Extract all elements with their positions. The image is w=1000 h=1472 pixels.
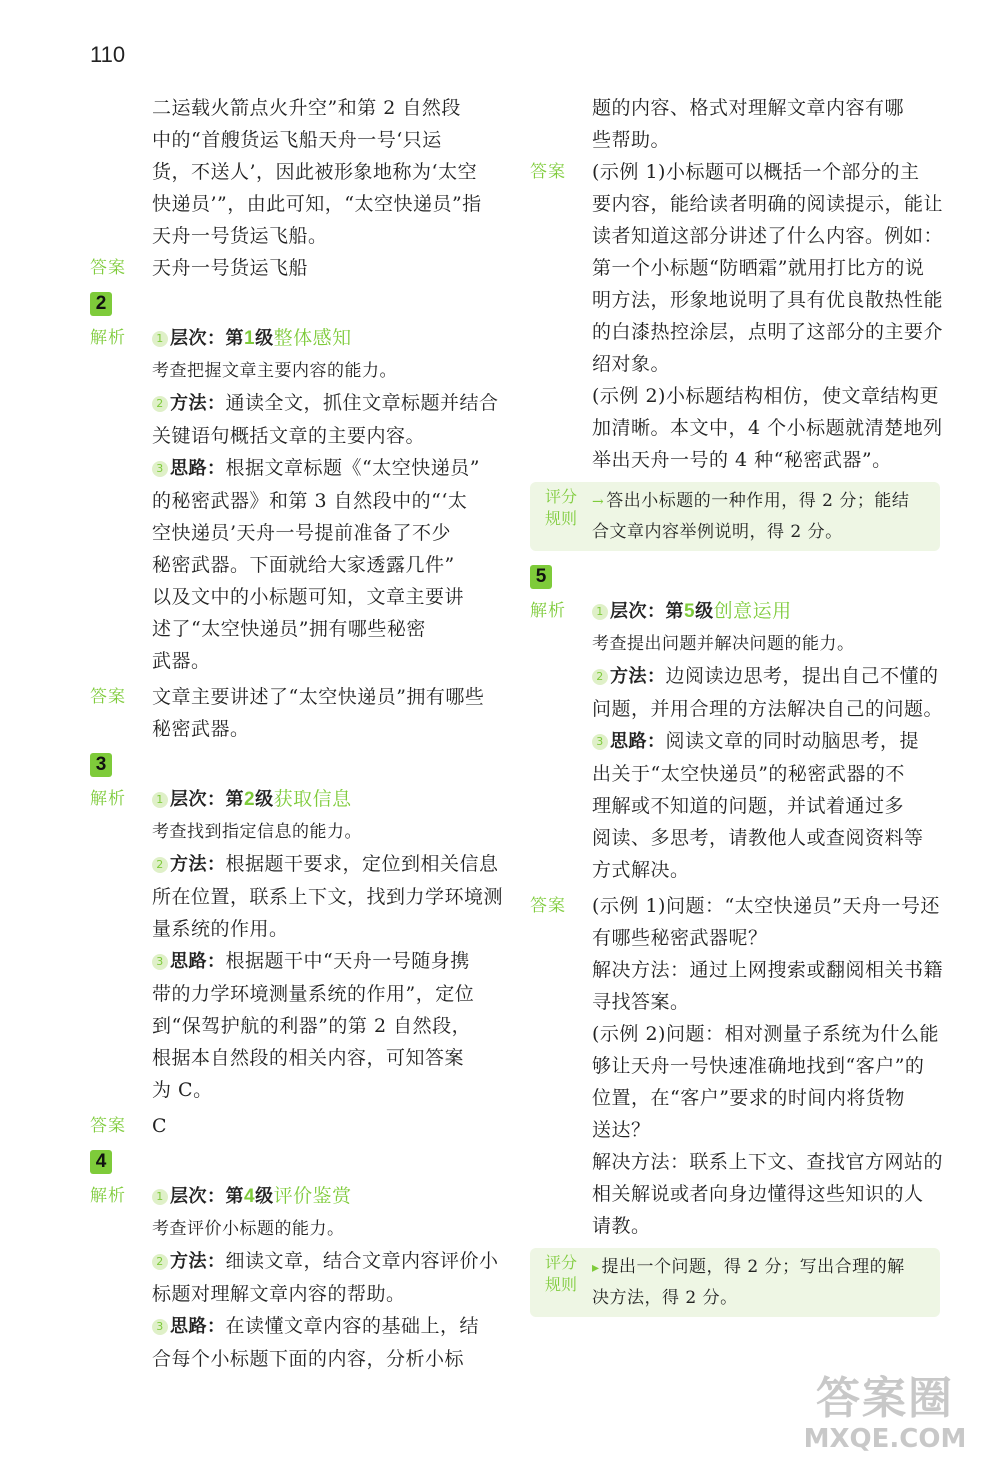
scoring-tag: 评分 规则 — [544, 487, 577, 528]
analysis-tag: 解析 — [90, 328, 126, 348]
answer-tag: 答案 — [90, 687, 126, 707]
q4-scoring-rules: 评分 规则 → 答出小标题的一种作用，得 2 分；能结 合文章内容举例说明，得 2 分。 — [530, 482, 940, 551]
scoring-tag: 评分 规则 — [544, 1253, 577, 1294]
q3-analysis: 解析 1 层次：第2级获取信息 考查找到指定信息的能力。 2 方法：根据题干要求，定位到相关信息 所在位置，联系上下文，找到力学环境测 量系统的作用。 3 思路：根据题干中“天舟一号随身携 带的力学环境测量系统的作用”，定位 到“保驾护航的利器”的第 2 自然段， 根据本自然段的相关内容，可知答案 为 C。 — [90, 783, 510, 1106]
analysis-tag: 解析 — [90, 1186, 126, 1206]
circle-2-icon: 2 — [152, 1254, 168, 1270]
circle-1-icon: 1 — [152, 331, 168, 347]
question-number: 5 — [530, 565, 552, 589]
circle-2-icon: 2 — [152, 857, 168, 873]
answer-tag: 答案 — [90, 258, 126, 278]
circle-3-icon: 3 — [152, 461, 168, 477]
arrow-right-icon: → — [592, 494, 605, 510]
arrow-right-icon: ▸ — [592, 1260, 600, 1276]
q5-answer: 答案 (示例 1)问题：“太空快递员”天舟一号还 有哪些秘密武器呢？ 解决方法：通过上网搜索或翻阅相关书籍 寻找答案。 (示例 2)问题：相对测量子系统为什么能 够让天舟一号快速准确地找到“客户”的 位置，在“客户”要求的时间内将货物 送达？ 解决方法：联系上下文、查找官方网站的 相关解说或者向身边懂得这些知识的人 请教。 — [530, 890, 940, 1242]
answer-tag: 答案 — [530, 896, 566, 916]
watermark-logo: 答案圈 MXQE.COM — [803, 1373, 967, 1454]
q4-thinking-continuation: 题的内容、格式对理解文章内容有哪 些帮助。 — [592, 97, 905, 151]
circle-2-icon: 2 — [152, 396, 168, 412]
question-number: 4 — [90, 1150, 112, 1174]
answer-tag: 答案 — [530, 162, 566, 182]
q4-answer: 答案 (示例 1)小标题可以概括一个部分的主 要内容，能给读者明确的阅读提示，能让 读者知道这部分讲述了什么内容。例如： 第一个小标题“防晒霜”就用打比方的说 明方法，形象地说明了具有优良散热性能 的白漆热控涂层，点明了这部分的主要介 绍对象。 (示例 2)小标题结构相仿，使文章结构更 加清晰。本文中，4 个小标题就清楚地列 举出天舟一号的 4 种“秘密武器”。 — [530, 156, 940, 476]
q5-analysis: 解析 1 层次：第5级创意运用 考查提出问题并解决问题的能力。 2 方法：边阅读边思考，提出自己不懂的 问题，并用合理的方法解决自己的问题。 3 思路：阅读文章的同时动脑思考，提 出关于“太空快递员”的秘密武器的不 理解或不知道的问题，并试着通过多 阅读、多思考，请教他人或查阅资料等 方式解决。 — [530, 595, 940, 886]
q1-analysis-continuation: 二运载火箭点火升空”和第 2 自然段 中的“首艘货运飞船天舟一号‘只运 货，不送人’，因此被形象地称为‘太空 快递员’”，由此可知，“太空快递员”指 天舟一号货运飞船。 — [152, 97, 482, 247]
circle-1-icon: 1 — [152, 1189, 168, 1205]
circle-1-icon: 1 — [152, 792, 168, 808]
right-column — [530, 92, 944, 1327]
circle-2-icon: 2 — [592, 669, 608, 685]
circle-3-icon: 3 — [152, 1319, 168, 1335]
q4-analysis: 解析 1 层次：第4级评价鉴赏 考查评价小标题的能力。 2 方法：细读文章，结合文章内容评价小 标题对理解文章内容的帮助。 3 思路：在读懂文章内容的基础上，结 合每个小标题下面的内容，分析小标 — [90, 1180, 510, 1375]
answer-tag: 答案 — [90, 1116, 126, 1136]
question-number: 2 — [90, 292, 112, 316]
question-number: 3 — [90, 753, 112, 777]
q1-answer: 答案 天舟一号货运飞船 — [90, 252, 510, 284]
circle-3-icon: 3 — [152, 954, 168, 970]
analysis-tag: 解析 — [90, 789, 126, 809]
left-column — [90, 92, 510, 1379]
q5-scoring-rules: 评分 规则 ▸ 提出一个问题，得 2 分；写出合理的解 决方法，得 2 分。 — [530, 1248, 940, 1317]
analysis-tag: 解析 — [530, 601, 566, 621]
page-number: 110 — [90, 42, 126, 67]
q3-answer: 答案 C — [90, 1110, 510, 1142]
q2-analysis: 解析 1 层次：第1级整体感知 考查把握文章主要内容的能力。 2 方法：通读全文，抓住文章标题并结合 关键语句概括文章的主要内容。 3 思路：根据文章标题《“太空快递员” 的秘密武器》和第 3 自然段中的“‘太 空快递员’天舟一号提前准备了不少 秘密武器。下面就给大家透露几件” 以及文中的小标题可知，文章主要讲 述了“太空快递员”拥有哪些秘密 武器。 — [90, 322, 510, 677]
q2-answer: 答案 文章主要讲述了“太空快递员”拥有哪些 秘密武器。 — [90, 681, 510, 745]
circle-3-icon: 3 — [592, 734, 608, 750]
circle-1-icon: 1 — [592, 604, 608, 620]
